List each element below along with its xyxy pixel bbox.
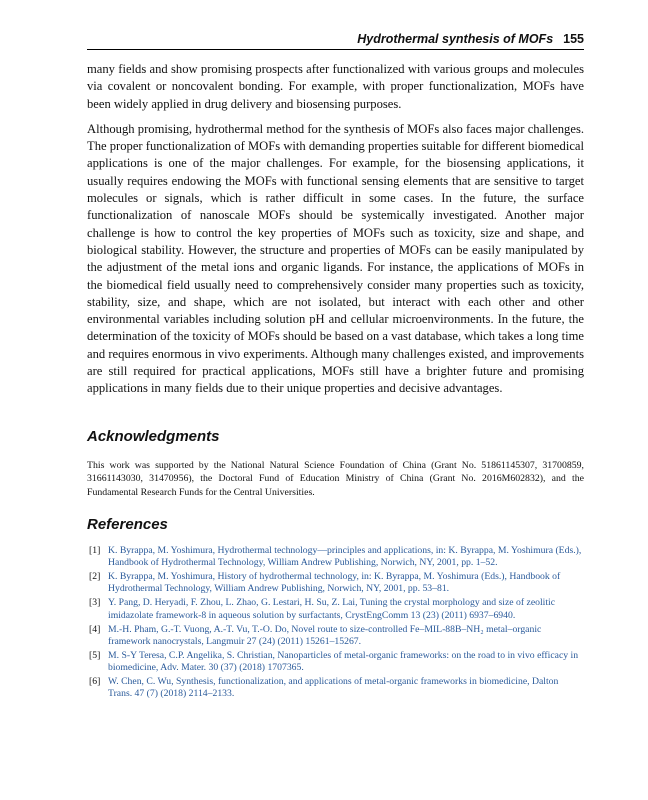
reference-item [87, 650, 584, 675]
reference-item [87, 545, 584, 570]
reference-item [87, 571, 584, 596]
reference-number: [6] [89, 675, 101, 687]
reference-item [87, 624, 584, 649]
references-heading: References [87, 516, 168, 533]
paragraph: many fields and show promising prospects after functionalized with various groups and molecules via covalent or noncovalent bonding. For example, with proper functionalization, MOFs have been widely applied in drug delivery and biosensing purposes. [87, 62, 584, 111]
reference-number: [3] [89, 597, 101, 609]
running-header [87, 31, 584, 50]
body-text [87, 61, 584, 406]
reference-item [87, 597, 584, 622]
page-number: 155 [563, 32, 584, 46]
reference-list [87, 545, 584, 702]
paragraph: Although promising, hydrothermal method for the synthesis of MOFs also faces major challenges. The proper functionalization of MOFs with demanding properties suitable for different biomedical applications is one of the major challenges. For example, for the biosensing applications, it usually requires endowing the MOFs with functional sensing elements that are sensitive to target molecules or signals, which is rather difficult in some cases. In the future, the surface functionalization of nanoscale MOFs should be systemically investigated. Another major challenge is how to control the key properties of MOFs such as toxicity, size and shape, and biological stability. However, the structure and properties of MOFs can be easily manipulated by the adjustment of the metal ions and organic ligands. For instance, the applications of MOFs in the biomedical field usually need to comprehensively consider many properties such as toxicity, stability, size, and shape, which are not isolated, but interact with each other and other environmental variables including solution pH and cellular microenvironments. In the future, the determination of the toxicity of MOFs should be based on a vast database, which takes a long time and requires enormous in vivo experiments. Although many challenges existed, and improvements are still required for practical applications, MOFs still have a brighter future and promising applications in many fields due to their unique properties and decisive advantages. [87, 121, 584, 396]
reference-link[interactable]: K. Byrappa, M. Yoshimura, Hydrothermal technology—principles and applications, in: K. Byrappa, M. Yoshimura (Eds.), Handbook of Hydrothermal Technology, William Andrew Publishing, Norwich, NY, 2001, pp. 1–52. [108, 545, 582, 569]
reference-link[interactable]: K. Byrappa, M. Yoshimura, History of hydrothermal technology, in: K. Byrappa, M. Yoshimura (Eds.), Handbook of Hydrothermal Technology, William Andrew Publishing, Norwich, NY, 2001, pp. 53–81. [108, 571, 561, 595]
reference-link[interactable]: M. S-Y Teresa, C.P. Angelika, S. Christian, Nanoparticles of metal-organic frameworks: on the road to in vivo efficacy in biomedicine, Adv. Mater. 30 (37) (2018) 1707365. [108, 649, 579, 674]
reference-link[interactable]: M.-H. Pham, G.-T. Vuong, A.-T. Vu, T.-O. Do, Novel route to size-controlled Fe–MIL-88B–NH₂ metal–organic framework nanocrystals, Langmuir 27 (24) (2011) 15261–15267. [108, 623, 542, 647]
running-title: Hydrothermal synthesis of MOFs [357, 32, 554, 46]
reference-number: [2] [89, 571, 101, 583]
reference-item [87, 676, 584, 701]
reference-link[interactable]: W. Chen, C. Wu, Synthesis, functionalization, and applications of metal-organic frameworks in biomedicine, Dalton Trans. 47 (7) (2018) 2114–2133. [108, 675, 559, 700]
reference-number: [5] [89, 649, 101, 661]
acknowledgments-heading: Acknowledgments [87, 428, 220, 445]
reference-link[interactable]: Y. Pang, D. Heryadi, F. Zhou, L. Zhao, G. Lestari, H. Su, Z. Lai, Tuning the crystal morphology and size of zeolitic imidazolate framework-8 in aqueous solution by surfactants, CrystEngComm 13 (23) (2011) 6937–6940. [108, 597, 556, 621]
reference-number: [1] [89, 545, 101, 556]
acknowledgments-text: This work was supported by the National Natural Science Foundation of China (Grant No. 51861145307, 31700859, 31661143030, 31470956), the Doctoral Fund of Education Ministry of China (Grant No. 2016M602832), and the Fundamental Research Funds for the Central Universities. [87, 460, 584, 498]
reference-number: [4] [89, 623, 101, 635]
